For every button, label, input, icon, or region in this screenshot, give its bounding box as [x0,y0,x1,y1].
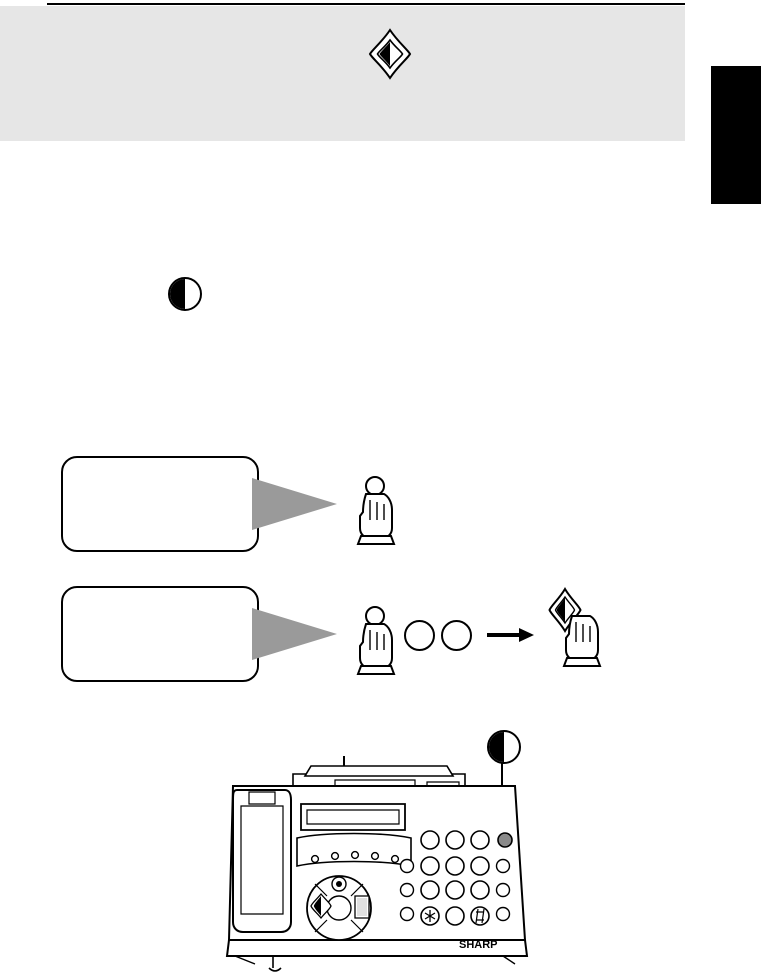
callout-box [61,586,259,682]
lcd-display-icon [301,804,405,830]
note-banner [0,6,685,141]
header-rule [47,3,685,5]
fax-machine-illustration [215,726,545,972]
instruction-row-1 [0,456,761,561]
keypad-key-1[interactable] [404,620,435,651]
grey-triangle-arrow-icon [252,478,337,530]
pressing-hand-icon [352,606,398,676]
right-arrow-icon [487,628,535,642]
step-number-badge [168,277,202,311]
indicator-lights-icon [297,834,411,867]
diamond-start-key-icon [368,28,412,80]
grey-triangle-arrow-icon [252,608,337,660]
keypad-key-2[interactable] [441,620,472,651]
pressing-hand-icon [352,476,398,546]
callout-box [61,456,259,552]
brand-label: SHARP [459,939,498,951]
star-key-icon [421,907,439,925]
hash-key-icon [471,907,489,925]
pressing-hand-icon [558,598,604,668]
stop-key-icon [355,896,369,918]
instruction-row-2 [0,586,761,698]
chapter-side-tab [711,66,761,204]
